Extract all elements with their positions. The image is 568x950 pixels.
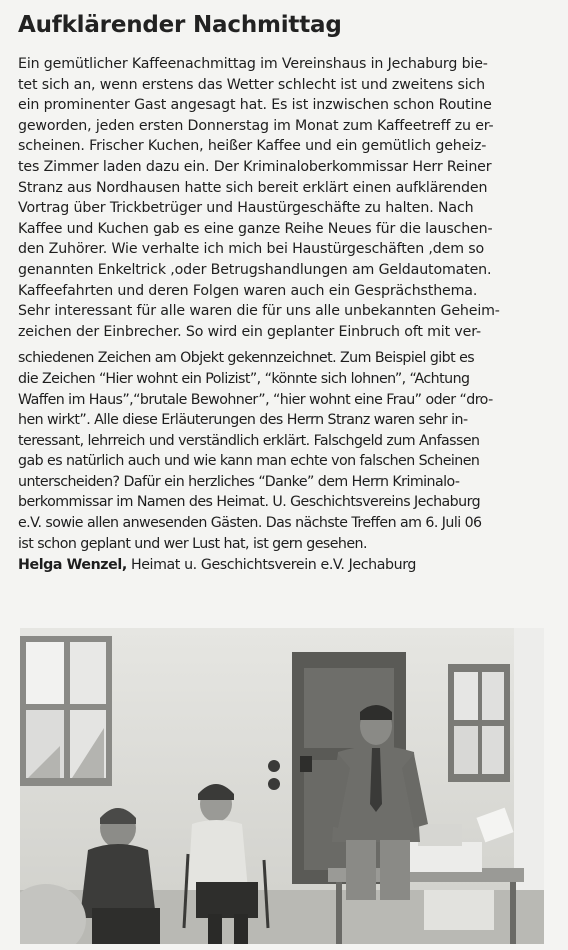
- text-line: die Zeichen “Hier wohnt ein Polizist”, “könnte sich lohnen”, “Achtung: [18, 370, 470, 387]
- text-line: Waffen im Haus”,“brutale Bewohner”, “hier wohnt eine Frau” oder “dro-: [18, 391, 493, 408]
- photo-illustration: [20, 628, 544, 944]
- text-line: Kaffeefahrten und deren Folgen waren auch ein Gesprächsthema.: [18, 282, 478, 299]
- text-line: tet sich an, wenn erstens das Wetter schlecht ist und zweitens sich: [18, 76, 485, 93]
- article-body: [18, 54, 558, 576]
- text-line: schiedenen Zeichen am Objekt gekennzeichnet. Zum Beispiel gibt es: [18, 350, 475, 367]
- window-left: [20, 636, 112, 786]
- text-line: Stranz aus Nordhausen hatte sich bereit erklärt einen aufklärenden: [18, 179, 488, 196]
- text-line: genannten Enkeltrick ,oder Betrugshandlungen am Geldautomaten.: [18, 261, 492, 278]
- text-line: ist schon geplant und wer Lust hat, ist gern gesehen.: [18, 535, 367, 552]
- author-name: Helga Wenzel,: [18, 557, 127, 574]
- text-line: Ein gemütlicher Kaffeenachmittag im Vereinshaus in Jechaburg bie-: [18, 56, 488, 72]
- text-line: hen wirkt”. Alle diese Erläuterungen des Herrn Stranz waren sehr in-: [18, 412, 468, 429]
- text-line: e.V. sowie allen anwesenden Gästen. Das nächste Treffen am 6. Juli 06: [18, 515, 482, 532]
- text-line: geworden, jeden ersten Donnerstag im Monat zum Kaffeetreff zu er-: [18, 117, 494, 134]
- text-line: Vortrag über Trickbetrüger und Haustürgeschäfte zu halten. Nach: [18, 200, 474, 217]
- text-line: Kaffee und Kuchen gab es eine ganze Reihe Neues für die lauschen-: [18, 220, 493, 237]
- text-line: berkommissar im Namen des Heimat. U. Geschichtsvereins Jechaburg: [18, 494, 481, 511]
- text-line: unterscheiden? Dafür ein herzliches “Danke” dem Herrn Kriminalo-: [18, 473, 460, 490]
- article-headline: Aufklärender Nachmittag: [18, 12, 342, 38]
- article-photo: [20, 628, 544, 944]
- text-line: tes Zimmer laden dazu ein. Der Kriminaloberkommissar Herr Reiner: [18, 158, 492, 175]
- author-signature: [18, 555, 558, 576]
- text-line: teressant, lehrreich und verständlich erklärt. Falschgeld zum Anfassen: [18, 432, 480, 449]
- text-line: scheinen. Frischer Kuchen, heißer Kaffee und ein gemütlich geheiz-: [18, 138, 487, 155]
- text-line: zeichen der Einbrecher. So wird ein geplanter Einbruch oft mit ver-: [18, 323, 481, 340]
- window-right: [448, 664, 510, 782]
- text-line: ein prominenter Gast angesagt hat. Es ist inzwischen schon Routine: [18, 97, 492, 114]
- text-line: gab es natürlich auch und wie kann man echte von falschen Scheinen: [18, 453, 480, 470]
- author-affiliation: Heimat u. Geschichtsverein e.V. Jechaburg: [126, 557, 417, 574]
- text-line: Sehr interessant für alle waren die für uns alle unbekannten Geheim-: [18, 303, 500, 320]
- text-line: den Zuhörer. Wie verhalte ich mich bei Haustürgeschäften ,dem so: [18, 241, 485, 258]
